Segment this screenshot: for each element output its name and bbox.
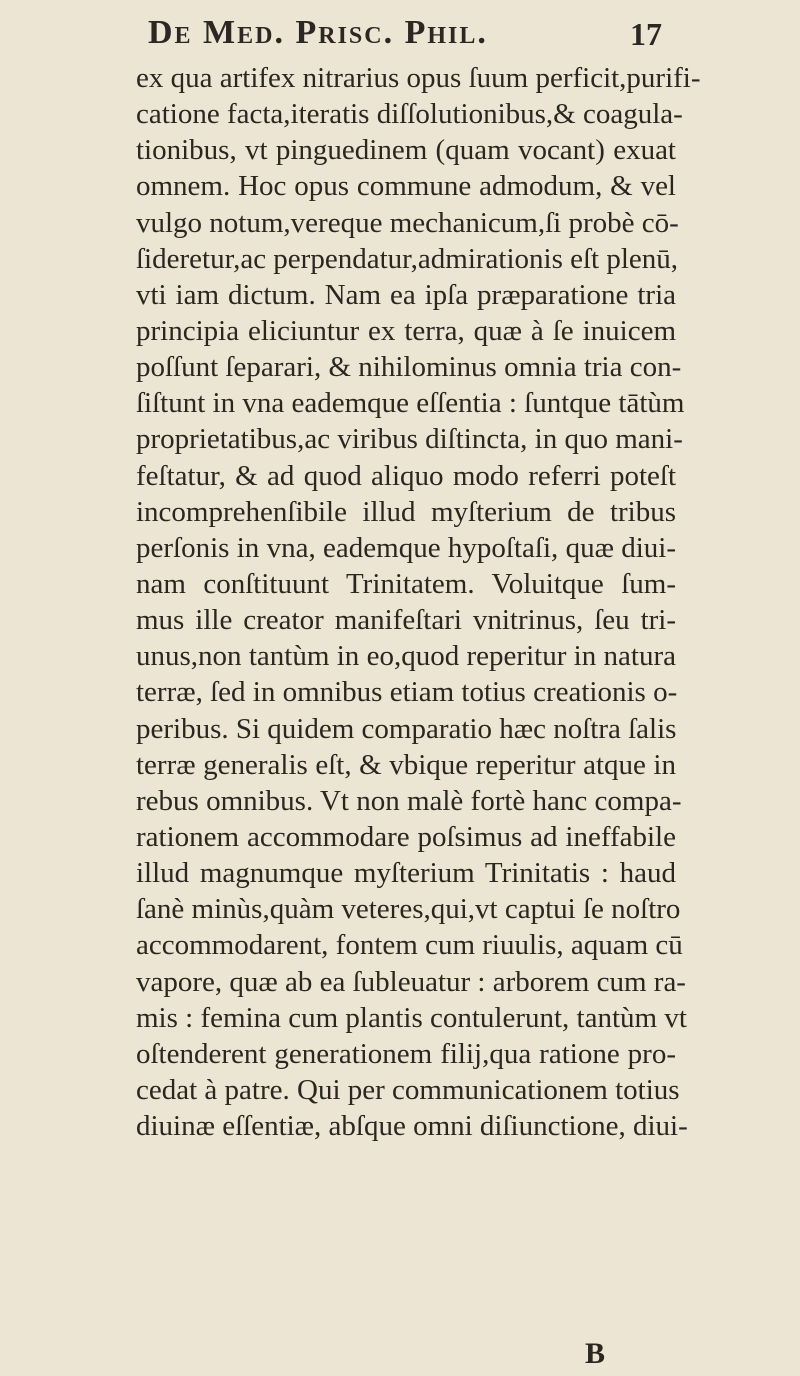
text-line: ſiſtunt in vna eademque eſſentia : ſuntque tātùm <box>136 387 685 420</box>
text-line: poſſunt ſeparari, & nihilominus omnia tria con- <box>136 351 682 384</box>
text-line: tionibus, vt pinguedinem (quam vocant) exuat <box>136 134 676 167</box>
text-line: oſtenderent generationem filij,qua ratione pro- <box>136 1037 676 1070</box>
text-line: cedat à patre. Qui per communicationem totius <box>136 1073 680 1106</box>
text-line: catione facta,iteratis diſſolutionibus,& coagula- <box>136 98 683 131</box>
body-text <box>136 60 701 1144</box>
text-line: peribus. Si quidem comparatio hæc noſtra ſalis <box>136 712 677 745</box>
text-line: accommodarent, fontem cum riuulis, aquam cū <box>136 929 683 962</box>
text-line: perſonis in vna, eademque hypoſtaſi, quæ diui- <box>136 531 676 564</box>
text-line: omnem. Hoc opus commune admodum, & vel <box>136 170 676 203</box>
text-line: mis : femina cum plantis contulerunt, tantùm vt <box>136 1001 687 1034</box>
text-line: vapore, quæ ab ea ſubleuatur : arborem cum ra- <box>136 965 686 998</box>
text-line: principia eliciuntur ex terra, quæ à ſe inuicem <box>136 314 676 347</box>
text-line: rebus omnibus. Vt non malè fortè hanc compa- <box>136 784 682 817</box>
text-line: vti iam dictum. Nam ea ipſa præparatione tria <box>136 278 676 311</box>
text-line: terræ, ſed in omnibus etiam totius creationis o- <box>136 676 678 709</box>
running-head <box>0 8 800 58</box>
text-line: vulgo notum,vereque mechanicum,ſi probè cō- <box>136 206 679 239</box>
text-line: terræ generalis eſt, & vbique reperitur atque in <box>136 748 676 781</box>
text-line: ſanè minùs,quàm veteres,qui,vt captui ſe noſtro <box>136 893 681 926</box>
text-line: feſtatur, & ad quod aliquo modo referri poteſt <box>136 459 676 492</box>
text-line: ex qua artifex nitrarius opus ſuum perficit,purifi- <box>136 62 701 94</box>
text-line: unus,non tantùm in eo,quod reperitur in natura <box>136 640 676 673</box>
catchword: B <box>585 1337 606 1370</box>
text-line: rationem accommodare poſsimus ad ineffabile <box>136 820 676 853</box>
text-line: illud magnumque myſterium Trinitatis : haud <box>136 857 676 890</box>
running-head-title: De Med. Prisc. Phil. <box>148 14 488 51</box>
text-line: ſideretur,ac perpendatur,admirationis eſt plenū, <box>136 242 679 275</box>
text-line: mus ille creator manifeſtari vnitrinus, ſeu tri- <box>136 604 676 637</box>
text-line: diuinæ eſſentiæ, abſque omni diſiunctione, diui- <box>136 1110 688 1143</box>
text-line: nam conſtituunt Trinitatem. Voluitque ſum- <box>136 567 676 600</box>
text-line: proprietatibus,ac viribus diſtincta, in quo mani- <box>136 423 683 456</box>
page-number: 17 <box>630 16 662 52</box>
text-line: incomprehenſibile illud myſterium de tribus <box>136 495 676 528</box>
